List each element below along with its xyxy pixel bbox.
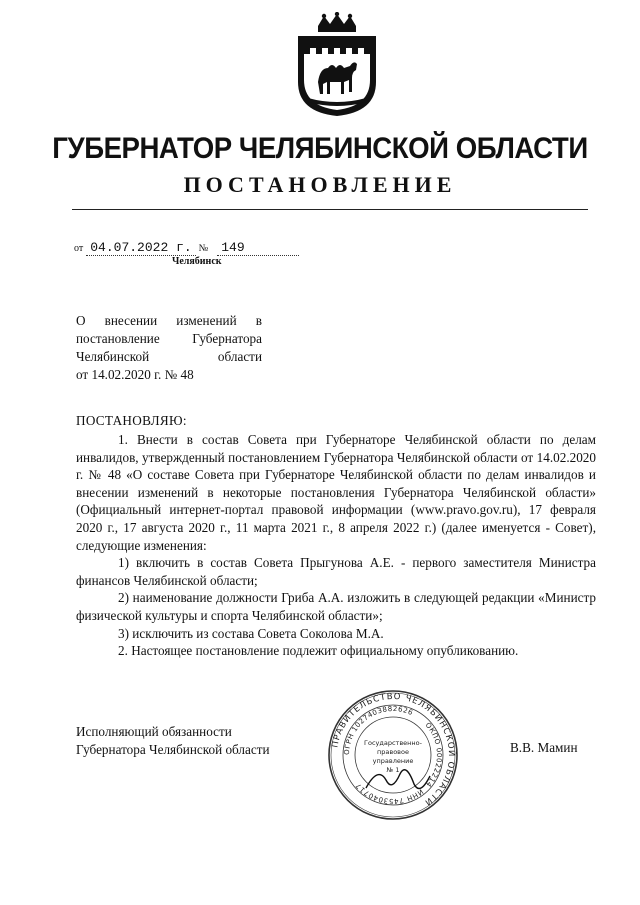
- seal-inn: ИНН 7453040717: [354, 781, 425, 806]
- decree-word: ПОСТАНОВЛЯЮ:: [76, 413, 187, 428]
- body-paragraph: 1) включить в состав Совета Прыгунова А.Е. - первого заместителя Министра финансов Челябинской области;: [76, 555, 596, 588]
- governor-title: ГУБЕРНАТОР ЧЕЛЯБИНСКОЙ ОБЛАСТИ: [52, 132, 588, 165]
- subject-line: О внесении изменений в: [76, 313, 262, 328]
- body-paragraph: 1. Внести в состав Совета при Губернаторе Челябинской области по делам инвалидов, утвержденный постановлением Губернатора Челябинской области от 14.02.2020 г. № 48 «О составе Совета при Губернаторе Челябинской области по делам инвалидов и внесении изменений в некоторые постановления Губернатора Челябинской области» (Официальный интернет-портал правовой информации (www.pravo.gov.ru), 17 февраля 2020 г., 17 августа 2020 г., 11 марта 2021 г., 8 апреля 2022 г.) (далее именуется - Совет), следующие изменения:: [76, 432, 596, 553]
- date-number-line: [74, 240, 299, 256]
- seal-center-line: правовое: [377, 748, 409, 756]
- svg-text:ОКПО 00022214: [424, 721, 443, 789]
- number-prefix: №: [198, 243, 209, 254]
- seal-center-line: управление: [372, 757, 414, 765]
- signer-name: В.В. Мамин: [510, 740, 578, 755]
- seal-center-line: № 1: [386, 766, 400, 774]
- document-number: 149: [217, 240, 299, 256]
- seal-ogrn: ОГРН 1027403882626: [342, 704, 415, 756]
- document-date: 04.07.2022 г.: [86, 240, 195, 256]
- signer-position: [76, 723, 270, 759]
- signer-position-line: Губернатора Челябинской области: [76, 742, 270, 757]
- subject-line: от 14.02.2020 г. № 48: [76, 367, 194, 382]
- body-paragraph: 3) исключить из состава Совета Соколова М.А.: [118, 625, 384, 641]
- official-seal-icon: [326, 688, 460, 822]
- document-type: ПОСТАНОВЛЕНИЕ: [183, 172, 457, 197]
- document-subject: [76, 312, 262, 384]
- body-paragraph: 2) наименование должности Гриба А.А. изложить в следующей редакции «Министр физической культуры и спорта Челябинской области»;: [76, 590, 596, 623]
- date-prefix: от: [74, 243, 84, 254]
- seal-okpo: ОКПО 00022214: [423, 721, 444, 789]
- header-divider: [72, 209, 588, 210]
- seal-outer-text: ПРАВИТЕЛЬСТВО ЧЕЛЯБИНСКОЙ ОБЛАСТИ: [330, 691, 457, 808]
- seal-center-line: Государственно-: [364, 739, 422, 747]
- body-paragraph: 2. Настоящее постановление подлежит официальному опубликованию.: [118, 643, 519, 659]
- signer-position-line: Исполняющий обязанности: [76, 724, 232, 739]
- subject-line: Челябинской области: [76, 349, 262, 364]
- city-label: Челябинск: [172, 256, 222, 267]
- document-body: [76, 431, 596, 660]
- chelyabinsk-coat-of-arms-icon: [294, 12, 380, 118]
- subject-line: постановление Губернатора: [76, 331, 262, 346]
